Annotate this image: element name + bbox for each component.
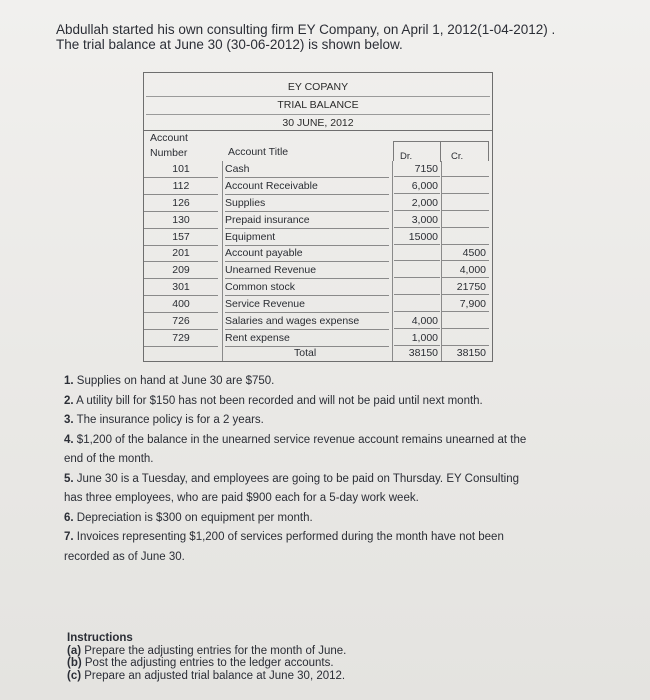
debit-value xyxy=(394,296,440,312)
trial-balance-header xyxy=(143,72,493,130)
account-number: 126 xyxy=(144,195,218,212)
debit-value: 2,000 xyxy=(394,195,440,211)
credit-value xyxy=(442,229,489,245)
debit-value xyxy=(394,245,440,261)
account-number: 729 xyxy=(144,330,218,347)
company-name: EY COPANY xyxy=(287,81,349,93)
instruction-item: (b) Post the adjusting entries to the ledger accounts. xyxy=(67,657,334,669)
credit-value: 7,900 xyxy=(442,296,489,312)
account-number: 201 xyxy=(144,245,218,262)
account-number: 130 xyxy=(144,212,218,229)
debit-value xyxy=(394,279,440,295)
account-title: Prepaid insurance xyxy=(225,212,389,229)
debit-value: 15000 xyxy=(394,229,440,245)
table-row xyxy=(144,279,494,296)
note-item: 6. Depreciation is $300 on equipment per month. xyxy=(64,511,313,524)
instructions xyxy=(67,632,487,682)
credit-value xyxy=(442,212,489,228)
debit-value xyxy=(394,262,440,278)
account-title: Common stock xyxy=(225,279,389,296)
account-title: Supplies xyxy=(225,195,389,212)
credit-value: 4,000 xyxy=(442,262,489,278)
account-title: Unearned Revenue xyxy=(225,262,389,279)
account-number: 726 xyxy=(144,313,218,330)
trial-balance-rows xyxy=(144,161,494,347)
account-title: Cash xyxy=(225,161,389,178)
note-item: 1. Supplies on hand at June 30 are $750. xyxy=(64,375,275,387)
account-title: Service Revenue xyxy=(225,296,389,313)
trial-balance-heading: TRIAL BALANCE xyxy=(146,96,490,114)
total-credit: 38150 xyxy=(456,347,486,359)
table-row xyxy=(144,195,494,212)
account-number: 101 xyxy=(144,161,218,178)
table-row xyxy=(144,212,494,229)
col-header-account-title: Account Title xyxy=(228,146,289,158)
account-number: 112 xyxy=(144,178,218,195)
credit-value xyxy=(442,313,489,329)
intro-paragraph: Abdullah started his own consulting firm EY Company, on April 1, 2012(1-04-2012) . The trial balance at June 30 (30-06-2012) is shown below. xyxy=(56,22,556,52)
trial-balance-date: 30 JUNE, 2012 xyxy=(146,114,490,132)
col-header-cr: Cr. xyxy=(451,151,464,162)
note-item: 2. A utility bill for $150 has not been recorded and will not be paid until next month. xyxy=(64,394,483,407)
table-row xyxy=(144,229,494,246)
debit-value: 1,000 xyxy=(394,330,440,346)
table-row xyxy=(144,313,494,330)
account-number: 209 xyxy=(144,262,218,279)
note-item: 5. June 30 is a Tuesday, and employees are going to be paid on Thursday. EY Consulting has three employees, who are paid $900 each for a 5-day work week. xyxy=(64,472,519,504)
trial-balance-grid xyxy=(143,130,493,362)
note-item: 7. Invoices representing $1,200 of services performed during the month have not been recorded as of June 30. xyxy=(64,531,504,563)
total-label: Total xyxy=(294,347,317,359)
credit-value: 4500 xyxy=(442,245,489,261)
account-title: Account payable xyxy=(225,245,389,262)
table-row xyxy=(144,296,494,313)
credit-value: 21750 xyxy=(442,279,489,295)
adjustment-notes xyxy=(64,372,534,567)
account-title: Salaries and wages expense xyxy=(225,313,389,330)
note-item: 3. The insurance policy is for a 2 years. xyxy=(64,414,264,426)
note-item: 4. $1,200 of the balance in the unearned service revenue account remains unearned at the end of the month. xyxy=(64,433,527,465)
table-row xyxy=(144,178,494,195)
account-title: Rent expense xyxy=(225,330,389,347)
account-title: Equipment xyxy=(225,229,389,246)
debit-value: 7150 xyxy=(394,161,440,177)
instructions-heading: Instructions xyxy=(67,632,133,644)
credit-value xyxy=(442,178,489,194)
col-header-account-number: Account Number xyxy=(150,132,188,159)
credit-value xyxy=(442,195,489,211)
account-number: 301 xyxy=(144,279,218,296)
account-number: 400 xyxy=(144,296,218,313)
credit-value xyxy=(442,161,489,177)
instruction-item: (a) Prepare the adjusting entries for the month of June. xyxy=(67,644,347,657)
total-debit: 38150 xyxy=(408,347,438,359)
debit-value: 4,000 xyxy=(394,313,440,329)
total-row xyxy=(144,343,494,363)
account-title: Account Receivable xyxy=(225,178,389,195)
debit-value: 3,000 xyxy=(394,212,440,228)
table-row xyxy=(144,161,494,178)
col-header-dr: Dr. xyxy=(400,151,413,162)
instruction-item: (c) Prepare an adjusted trial balance at June 30, 2012. xyxy=(67,669,346,682)
debit-value: 6,000 xyxy=(394,178,440,194)
table-row xyxy=(144,262,494,279)
trial-balance-table xyxy=(143,72,493,362)
account-number: 157 xyxy=(144,229,218,246)
table-row xyxy=(144,245,494,262)
